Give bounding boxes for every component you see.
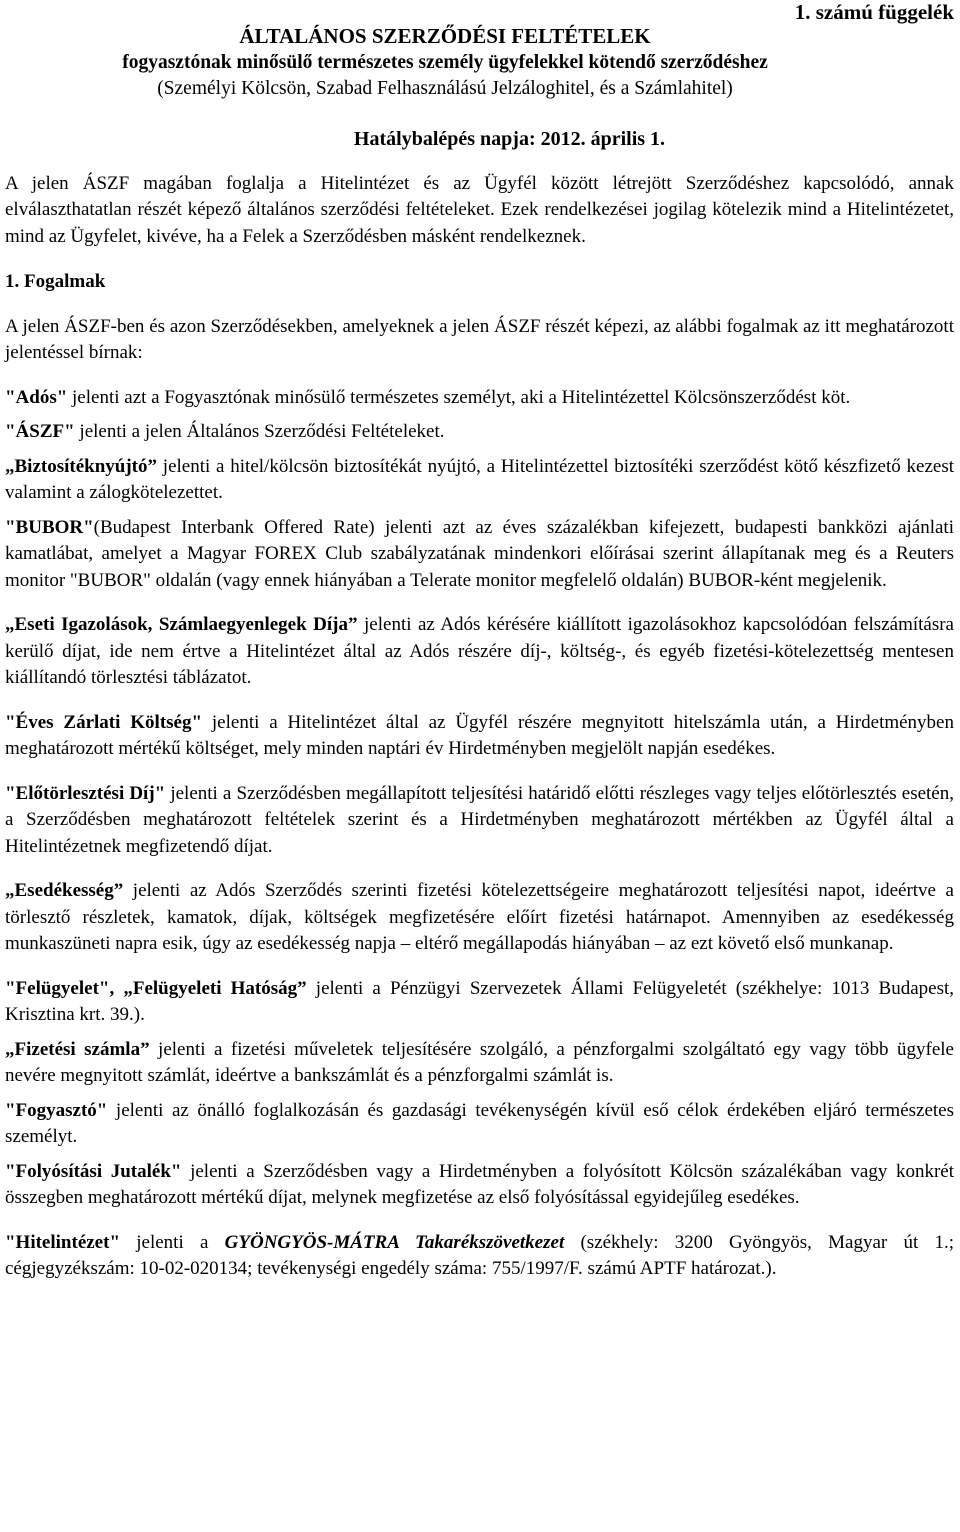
document-products: (Személyi Kölcsön, Szabad Felhasználású Jelzáloghitel, és a Számlahitel) (157, 78, 733, 99)
definition-term: "Folyósítási Jutalék" (5, 1160, 182, 1182)
institution-name: GYÖNGYÖS-MÁTRA Takarékszövetkezet (224, 1231, 565, 1253)
definition-text: jelenti az Adós kérésére kiállított igazolásokhoz kapcsolódóan felszámításra kerülő díjat, ide nem értve a Hitelintézet által az Adós részére díj-, költség-, és egyéb fizetési-kötelezettség mentesen kiállítandó törlesztési táblázatot. (5, 614, 954, 688)
definition-aszf (5, 419, 954, 446)
definition-term: „Fizetési számla” (5, 1038, 150, 1060)
definition-text: jelenti a jelen Általános Szerződési Feltételeket. (74, 421, 445, 442)
definition-bubor (5, 515, 954, 595)
intro-paragraph: A jelen ÁSZF magában foglalja a Hitelintézet és az Ügyfél között létrejött Szerződéshez kapcsolódó, annak elválaszthatatlan részét képező általános szerződési feltételeket. Ezek rendelkezései jogilag kötelezik mind a Hitelintézetet, mind az Ügyfelet, kivéve, ha a Felek a Szerződésben másként rendelkeznek. (5, 172, 954, 247)
definition-term: "Felügyelet", „Felügyeleti Hatóság” (5, 977, 307, 999)
definition-eseti-igazolasok (5, 612, 954, 692)
definition-text: jelenti a fizetési műveletek teljesítésére szolgáló, a pénzforgalmi szolgáltató egy vagy több ügyfele nevére megnyitott számlát, ideértve a bankszámlát és a pénzforgalmi számlát is. (5, 1038, 954, 1086)
definition-elotorlesztesi-dij (5, 781, 954, 861)
definition-term: „Esedékesség” (5, 880, 124, 901)
definition-eves-zarlati-koltseg (5, 710, 954, 763)
definition-term: "BUBOR" (5, 516, 94, 538)
definition-term: "ÁSZF" (5, 421, 75, 442)
definition-text: jelenti a hitel/kölcsön biztosítékát nyújtó, a Hitelintézettel biztosítéki szerződést kötő készfizető kezest valamint a zálogkötelezettet. (5, 455, 954, 503)
definition-biztositeknyujto (5, 454, 954, 507)
section-heading: 1. Fogalmak (5, 271, 106, 292)
definition-term: "Fogyasztó" (5, 1099, 108, 1121)
definition-text: jelenti az önálló foglalkozásán és gazdasági tevékenységén kívül eső célok érdekében eljáró természetes személyt. (5, 1099, 954, 1147)
definition-felugyelet (5, 976, 954, 1029)
effective-date: Hatálybalépés napja: 2012. április 1. (353, 128, 666, 150)
definition-text: jelenti a Szerződésben megállapított teljesítési határidő előtti részleges vagy teljes előtörlesztés esetén, a Szerződésben meghatározott feltételek szerint és a Hirdetményben meghatározott mértékben az Ügyfél által a Hitelintézetnek megfizetendő díjat. (5, 782, 954, 857)
definition-text: jelenti a Szerződésben vagy a Hirdetményben a folyósított Kölcsön százalékában vagy konkrét összegben meghatározott mértékű díjat, melynek megfizetése az első folyósítással egyidejűleg esedékes. (5, 1160, 954, 1208)
definition-text: jelenti azt a Fogyasztónak minősülő természetes személyt, aki a Hitelintézettel Kölcsönszerződést köt. (67, 386, 851, 408)
definition-text: (Budapest Interbank Offered Rate) jelenti azt az éves százalékban kifejezett, budapesti bankközi ajánlati kamatlábat, amelyet a Magyar FOREX Club szabályzatának mindenkori előírásai szerint állapítanak meg és a Reuters monitor "BUBOR" oldalán (vagy ennek hiányában a Telerate monitor megfelelő oldalán) BUBOR-ként megjelenik. (5, 516, 954, 591)
definition-folyositasi-jutalek (5, 1159, 954, 1212)
definition-fizetesi-szamla (5, 1037, 954, 1090)
definition-term: "Éves Zárlati Költség" (5, 711, 203, 733)
document-title: ÁLTALÁNOS SZERZŐDÉSI FELTÉTELEK (239, 24, 651, 48)
definition-term: „Eseti Igazolások, Számlaegyenlegek Díja” (5, 614, 358, 635)
definition-text: jelenti a Hitelintézet által az Ügyfél részére megnyitott hitelszámla után, a Hirdetményben meghatározott mértékű költséget, mely minden naptári év Hirdetményben megjelölt napján esedékes. (5, 711, 954, 759)
definition-term: "Adós" (5, 386, 68, 408)
document-subtitle: fogyasztónak minősülő természetes személy ügyfelekkel kötendő szerződéshez (122, 52, 768, 73)
definition-text: jelenti a Pénzügyi Szervezetek Állami Felügyeletét (székhelye: 1013 Budapest, Krisztina krt. 39.). (5, 977, 954, 1025)
section-lead: A jelen ÁSZF-ben és azon Szerződésekben, amelyeknek a jelen ÁSZF részét képezi, az alábbi fogalmak az itt meghatározott jelentéssel bírnak: (5, 315, 954, 363)
definition-term: „Biztosítéknyújtó” (5, 455, 157, 477)
definition-hitelintezet (5, 1230, 954, 1283)
definition-term: "Előtörlesztési Díj" (5, 782, 166, 804)
definition-adosz (5, 385, 954, 412)
definition-text: jelenti a (120, 1231, 225, 1253)
definition-term: "Hitelintézet" (5, 1231, 120, 1253)
definition-text-continued: (székhely: 3200 Gyöngyös, Magyar út 1.; cégjegyzékszám: 10-02-020134; tevékenységi engedély száma: 755/1997/F. számú APTF határozat.). (5, 1231, 955, 1279)
definition-fogyaszto (5, 1098, 954, 1151)
document-header (5, 0, 885, 102)
annex-label: 1. számú függelék (794, 0, 954, 24)
definition-esedekesseg (5, 878, 954, 958)
definition-text: jelenti az Adós Szerződés szerinti fizetési kötelezettségeire meghatározott teljesítési napot, ideértve a törlesztő részletek, kamatok, díjak, költségek megfizetésére előírt fizetési határnapot. Amennyiben az esedékesség munkaszüneti napra esik, úgy az esedékesség napja – eltérő megállapodás hiányában – az ezt követő első munkanap. (5, 880, 954, 954)
